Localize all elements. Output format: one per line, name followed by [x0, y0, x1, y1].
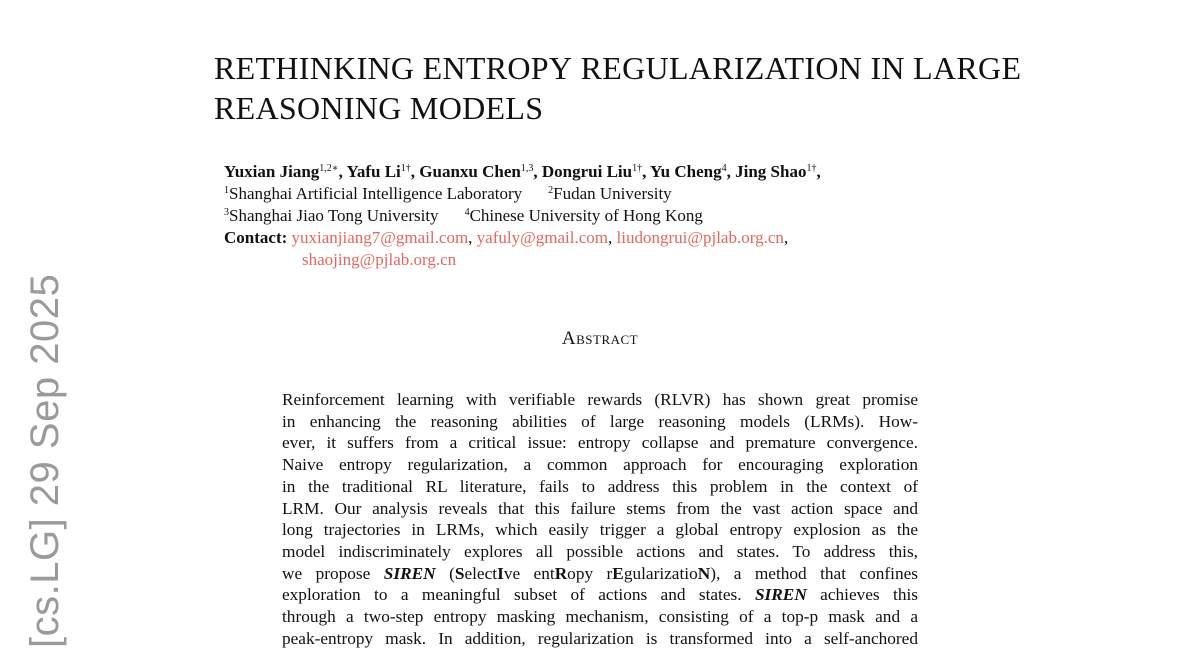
abstract-line: we propose SIREN (SelectIve entRopy rEgularizatioN), a method that confines: [282, 563, 919, 583]
author-block: [224, 161, 821, 271]
abstract-line: in enhancing the reasoning abilities of large reasoning models (LRMs). How-: [282, 411, 918, 431]
abstract-line: ever, it suffers from a critical issue: entropy collapse and premature convergence.: [282, 433, 918, 453]
affiliation: Chinese University of Hong Kong: [469, 206, 703, 225]
title-line-2: REASONING MODELS: [214, 90, 544, 126]
author-name: Dongrui Liu: [541, 162, 633, 181]
author-list: Yuxian Jiang$^{1,2∗}$, Yafu $Li^{1\dagger}$, Guanxu Chen$^{1,3}$, Dongrui Liu$^{1\dagger}$, Yu Cheng$^4$, Jing Shao$^{1\dagger}$,: [224, 162, 821, 181]
email-link[interactable]: shaojing@pjlab.org.cn: [302, 250, 457, 269]
title-line-1: RETHINKING ENTROPY REGULARIZATION IN LARGE: [214, 50, 1022, 86]
affiliation-line-1: $^1$Shanghai Artificial Intelligence Laboratory $^2$Fudan University: [224, 184, 672, 203]
abstract-line: long trajectories in LRMs, which easily trigger a global entropy explosion as the: [282, 520, 918, 540]
abstract-line: peak-entropy mask. In addition, regularization is transformed into a self-anchored: [282, 628, 918, 648]
author-name: Guanxu Chen: [419, 162, 521, 181]
arxiv-side-stamp: [cs.LG] 29 Sep 2025: [23, 273, 67, 648]
abstract-line: Reinforcement learning with verifiable rewards (RLVR) has shown great promise: [282, 390, 918, 409]
abstract-line: Naive entropy regularization, a common approach for encouraging exploration: [282, 455, 918, 475]
affiliation: Fudan University: [553, 184, 672, 203]
abstract-line: through a two-step entropy masking mechanism, consisting of a top-p mask and a: [282, 607, 918, 627]
email-link[interactable]: liudongrui@pjlab.org.cn: [616, 228, 784, 247]
author-name: Yu Cheng: [649, 162, 722, 181]
author-name: Yafu Li: [346, 162, 401, 181]
method-name: SIREN: [754, 585, 807, 605]
paper-title: [214, 48, 1074, 128]
method-name: SIREN: [383, 563, 436, 583]
contact-line-2: [224, 249, 821, 271]
affiliation-line-2: $^3$Shanghai Jiao Tong University $^4$Chinese University of Hong Kong: [224, 206, 703, 225]
author-name: Jing Shao: [735, 162, 807, 181]
abstract-line: LRM. Our analysis reveals that this failure stems from the vast action space and: [282, 498, 918, 518]
affiliation: Shanghai Artificial Intelligence Laboratory: [229, 184, 523, 203]
email-link[interactable]: yafuly@gmail.com: [476, 228, 608, 247]
abstract-heading: Abstract: [561, 328, 639, 349]
email-link[interactable]: yuxianjiang7@gmail.com: [291, 228, 469, 247]
author-name: Yuxian Jiang: [224, 162, 320, 181]
contact-label: Contact:: [224, 228, 288, 247]
abstract-line: in the traditional RL literature, fails to address this problem in the context of: [282, 476, 918, 496]
affiliation: Shanghai Jiao Tong University: [229, 206, 439, 225]
abstract-line: exploration to a meaningful subset of actions and states. SIREN achieves this: [282, 585, 918, 605]
contact-line: Contact: yuxianjiang7@gmail.com, yafuly@gmail.com, liudongrui@pjlab.org.cn,: [224, 228, 789, 247]
abstract-text: [282, 389, 918, 649]
abstract-line: model indiscriminately explores all possible actions and states. To address this,: [282, 541, 918, 561]
